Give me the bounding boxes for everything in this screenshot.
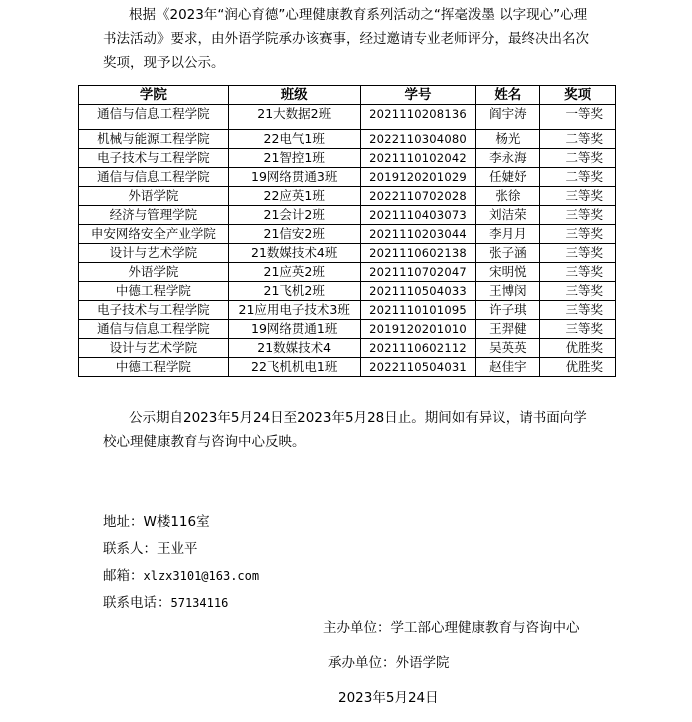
cell-name: 王羿健 [476,320,540,339]
cell-class: 19网络贯通3班 [228,168,360,187]
cell-student-id: 2021110702047 [360,263,476,282]
cell-student-id: 2021110203044 [360,225,476,244]
header-class: 班级 [228,86,360,105]
cell-award: 三等奖 [540,263,616,282]
undertaker-line: 承办单位：外语学院 [328,655,450,671]
person-value: 王业平 [157,541,198,557]
intro-paragraph: 根据《2023年“润心育德”心理健康教育系列活动之“挥毫泼墨 以字现心”心理书法活动》要求，由外语学院承办该赛事，经过邀请专业老师评分，最终决出名次奖项，现予以公示。 [103,7,589,71]
cell-college: 中德工程学院 [79,358,229,377]
cell-name: 宋明悦 [476,263,540,282]
cell-award: 三等奖 [540,244,616,263]
table-row [79,149,616,168]
cell-student-id: 2021110403073 [360,206,476,225]
cell-class: 21数媒技术4班 [228,244,360,263]
cell-student-id: 2021110602138 [360,244,476,263]
table-header-row [79,86,616,105]
phone-label: 联系电话： [103,595,171,611]
organizer-line: 主办单位：学工部心理健康教育与咨询中心 [323,620,580,636]
header-college: 学院 [79,86,229,105]
cell-class: 21智控1班 [228,149,360,168]
address-label: 地址： [103,514,144,530]
cell-class: 21会计2班 [228,206,360,225]
cell-award: 三等奖 [540,282,616,301]
cell-student-id: 2021110208136 [360,105,476,130]
cell-award: 三等奖 [540,187,616,206]
email-value[interactable]: xlzx3101@163.com [143,569,260,583]
address-value: W楼116室 [143,514,210,530]
cell-student-id: 2021110101095 [360,301,476,320]
header-award: 奖项 [540,86,616,105]
cell-name: 李月月 [476,225,540,244]
cell-student-id: 2019120201029 [360,168,476,187]
contact-person [103,539,198,559]
phone-value: 57134116 [170,596,229,610]
awards-table [78,85,616,377]
contact-phone [103,593,228,613]
cell-award: 优胜奖 [540,358,616,377]
table-row [79,282,616,301]
cell-college: 电子技术与工程学院 [79,149,229,168]
table-row [79,244,616,263]
cell-class: 22电气1班 [228,130,360,149]
cell-award: 一等奖 [540,105,616,130]
cell-award: 二等奖 [540,168,616,187]
cell-student-id: 2021110504033 [360,282,476,301]
cell-student-id: 2021110102042 [360,149,476,168]
cell-class: 19网络贯通1班 [228,320,360,339]
cell-college: 设计与艺术学院 [79,244,229,263]
contact-email [103,566,259,586]
notice-paragraph: 公示期自2023年5月24日至2023年5月28日止。期间如有异议，请书面向学校心理健康教育与咨询中心反映。 [103,410,587,450]
table-row [79,206,616,225]
cell-name: 许子琪 [476,301,540,320]
cell-college: 中德工程学院 [79,282,229,301]
cell-college: 外语学院 [79,187,229,206]
cell-student-id: 2022110504031 [360,358,476,377]
cell-name: 李永海 [476,149,540,168]
cell-name: 阎宇涛 [476,105,540,130]
cell-class: 21信安2班 [228,225,360,244]
cell-name: 杨光 [476,130,540,149]
cell-college: 电子技术与工程学院 [79,301,229,320]
cell-college: 设计与艺术学院 [79,339,229,358]
cell-college: 通信与信息工程学院 [79,105,229,130]
cell-award: 二等奖 [540,130,616,149]
table-row [79,339,616,358]
table-row [79,130,616,149]
cell-name: 吴英英 [476,339,540,358]
cell-student-id: 2022110304080 [360,130,476,149]
cell-name: 张子涵 [476,244,540,263]
cell-award: 三等奖 [540,301,616,320]
cell-student-id: 2021110602112 [360,339,476,358]
cell-college: 机械与能源工程学院 [79,130,229,149]
cell-class: 21大数据2班 [228,105,360,130]
table-row [79,187,616,206]
email-label: 邮箱： [103,568,144,584]
cell-college: 通信与信息工程学院 [79,168,229,187]
table-row [79,301,616,320]
cell-award: 优胜奖 [540,339,616,358]
cell-class: 21应英2班 [228,263,360,282]
cell-college: 通信与信息工程学院 [79,320,229,339]
cell-name: 刘洁荣 [476,206,540,225]
cell-award: 二等奖 [540,149,616,168]
cell-class: 22飞机机电1班 [228,358,360,377]
date-line: 2023年5月24日 [338,690,439,706]
header-name: 姓名 [476,86,540,105]
cell-name: 张徐 [476,187,540,206]
cell-student-id: 2019120201010 [360,320,476,339]
cell-class: 21飞机2班 [228,282,360,301]
cell-award: 三等奖 [540,320,616,339]
cell-college: 外语学院 [79,263,229,282]
table-row [79,105,616,130]
cell-class: 21应用电子技术3班 [228,301,360,320]
cell-award: 三等奖 [540,225,616,244]
cell-college: 经济与管理学院 [79,206,229,225]
person-label: 联系人： [103,541,157,557]
cell-name: 王博闵 [476,282,540,301]
table-row [79,263,616,282]
cell-class: 21数媒技术4 [228,339,360,358]
cell-student-id: 2022110702028 [360,187,476,206]
cell-college: 申安网络安全产业学院 [79,225,229,244]
contact-address [103,512,210,532]
header-student-id: 学号 [360,86,476,105]
table-row [79,320,616,339]
cell-name: 任婕妤 [476,168,540,187]
cell-name: 赵佳宇 [476,358,540,377]
table-row [79,358,616,377]
table-row [79,225,616,244]
table-row [79,168,616,187]
cell-award: 三等奖 [540,206,616,225]
cell-class: 22应英1班 [228,187,360,206]
